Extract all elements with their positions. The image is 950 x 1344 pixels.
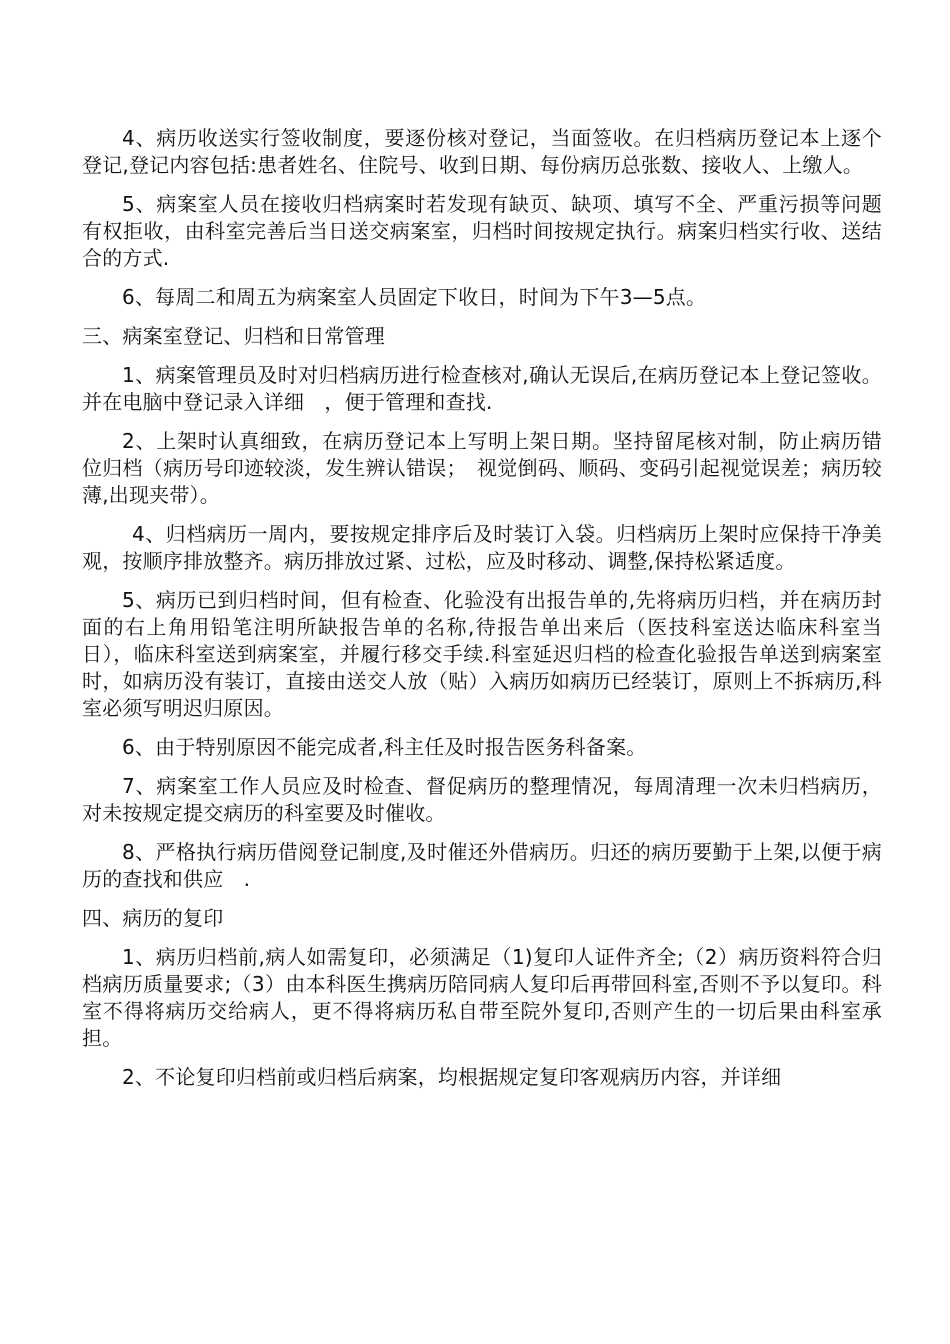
section-heading-4: 四、病历的复印 [82, 906, 224, 930]
paragraph-receipt-signing: 4、病历收送实行签收制度，要逐份核对登记，当面签收。在归档病历登记本上逐个登记,登记内容包括:患者姓名、住院号、收到日期、每份病历总张数、接收人、上缴人。 [82, 126, 882, 177]
paragraph-registration-check: 1、病案管理员及时对归档病历进行检查核对,确认无误后,在病历登记本上登记签收。并在电脑中登记录入详细 ，便于管理和查找. [82, 363, 882, 414]
paragraph-collection-days: 6、每周二和周五为病案室人员固定下收日，时间为下午3—5点。 [122, 285, 707, 309]
paragraph-shelving: 2、上架时认真细致，在病历登记本上写明上架日期。坚持留尾核对制，防止病历错位归档（病历号印迹较淡，发生辨认错误； 视觉倒码、顺码、变码引起视觉误差；病历较薄,出现夹带）。 [82, 429, 882, 507]
paragraph-rejection-rights: 5、病案室人员在接收归档病案时若发现有缺页、缺项、填写不全、严重污损等问题有权拒收，由科室完善后当日送交病案室，归档时间按规定执行。病案归档实行收、送结合的方式. [82, 192, 882, 270]
paragraph-copy-before-archive: 1、病历归档前,病人如需复印，必须满足（1)复印人证件齐全;（2）病历资料符合归档病历质量要求;（3）由本科医生携病历陪同病人复印后再带回科室,否则不予以复印。科室不得将病历交给病人，更不得将病历私自带至院外复印,否则产生的一切后果由科室承担。 [82, 945, 882, 1050]
section-heading-3: 三、病案室登记、归档和日常管理 [82, 324, 385, 348]
paragraph-special-reasons: 6、由于特别原因不能完成者,科主任及时报告医务科备案。 [122, 735, 647, 759]
document-page [82, 125, 882, 1103]
paragraph-copy-content: 2、不论复印归档前或归档后病案，均根据规定复印客观病历内容，并详细 [122, 1065, 782, 1089]
paragraph-borrowing: 8、严格执行病历借阅登记制度,及时催还外借病历。归还的病历要勤于上架,以便于病历的查找和供应 . [82, 840, 882, 891]
paragraph-binding: 4、归档病历一周内，要按规定排序后及时装订入袋。归档病历上架时应保持干净美观，按顺序排放整齐。病历排放过紧、过松，应及时移动、调整,保持松紧适度。 [82, 522, 882, 573]
paragraph-missing-reports: 5、病历已到归档时间，但有检查、化验没有出报告单的,先将病历归档，并在病历封面的右上角用铅笔注明所缺报告单的名称,待报告单出来后（医技科室送达临床科室当日），临床科室送到病案室，并履行移交手续.科室延迟归档的检查化验报告单送到病案室时，如病历没有装订，直接由送交人放（贴）入病历如病历已经装订，原则上不拆病历,科室必须写明迟归原因。 [82, 588, 882, 720]
paragraph-weekly-cleanup: 7、病案室工作人员应及时检查、督促病历的整理情况，每周清理一次未归档病历，对未按规定提交病历的科室要及时催收。 [82, 774, 882, 825]
